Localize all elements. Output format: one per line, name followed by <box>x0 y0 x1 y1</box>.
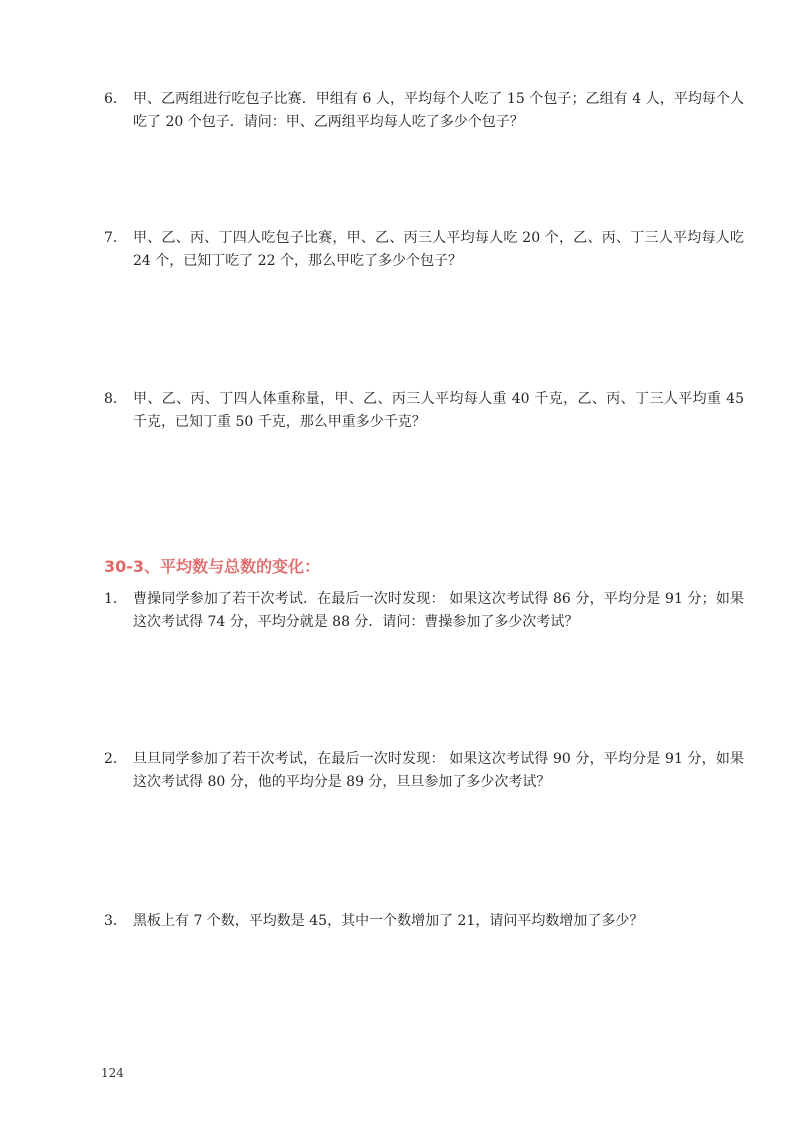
problem-text: 甲、乙两组进行吃包子比赛．甲组有 6 人，平均每个人吃了 15 个包子；乙组有 4 人，平均每个人吃了 20 个包子．请问：甲、乙两组平均每人吃了多少个包子？ <box>133 91 744 130</box>
problem-text: 甲、乙、丙、丁四人吃包子比赛，甲、乙、丙三人平均每人吃 20 个，乙、丙、丁三人平均每人吃 24 个，已知丁吃了 22 个，那么甲吃了多少个包子？ <box>133 230 744 269</box>
problem-text: 旦旦同学参加了若干次考试，在最后一次时发现： 如果这次考试得 90 分，平均分是 91 分，如果这次考试得 80 分，他的平均分是 89 分，旦旦参加了多少次考试？ <box>133 751 744 790</box>
problem-number: 3． <box>104 913 127 929</box>
problem-number: 2． <box>104 751 127 767</box>
problem-number: 8． <box>104 391 127 407</box>
problem-number: 1． <box>104 591 127 607</box>
section-problem-1 <box>104 588 744 634</box>
problem-number: 7． <box>104 230 127 246</box>
problem-6 <box>104 88 744 134</box>
section-problem-2 <box>104 748 744 794</box>
problem-text: 曹操同学参加了若干次考试．在最后一次时发现： 如果这次考试得 86 分，平均分是 91 分；如果这次考试得 74 分，平均分就是 88 分．请问：曹操参加了多少次考试？ <box>133 591 744 630</box>
problem-8 <box>104 388 744 434</box>
problem-7 <box>104 227 744 273</box>
section-problem-3 <box>104 910 744 933</box>
section-title: 30-3、平均数与总数的变化： <box>104 557 321 576</box>
problem-text: 甲、乙、丙、丁四人体重称量，甲、乙、丙三人平均每人重 40 千克，乙、丙、丁三人平均重 45 千克，已知丁重 50 千克，那么甲重多少千克？ <box>133 391 744 430</box>
problem-text: 黑板上有 7 个数，平均数是 45，其中一个数增加了 21，请问平均数增加了多少？ <box>133 913 644 929</box>
page-number: 124 <box>101 1066 124 1080</box>
problem-number: 6． <box>104 91 127 107</box>
